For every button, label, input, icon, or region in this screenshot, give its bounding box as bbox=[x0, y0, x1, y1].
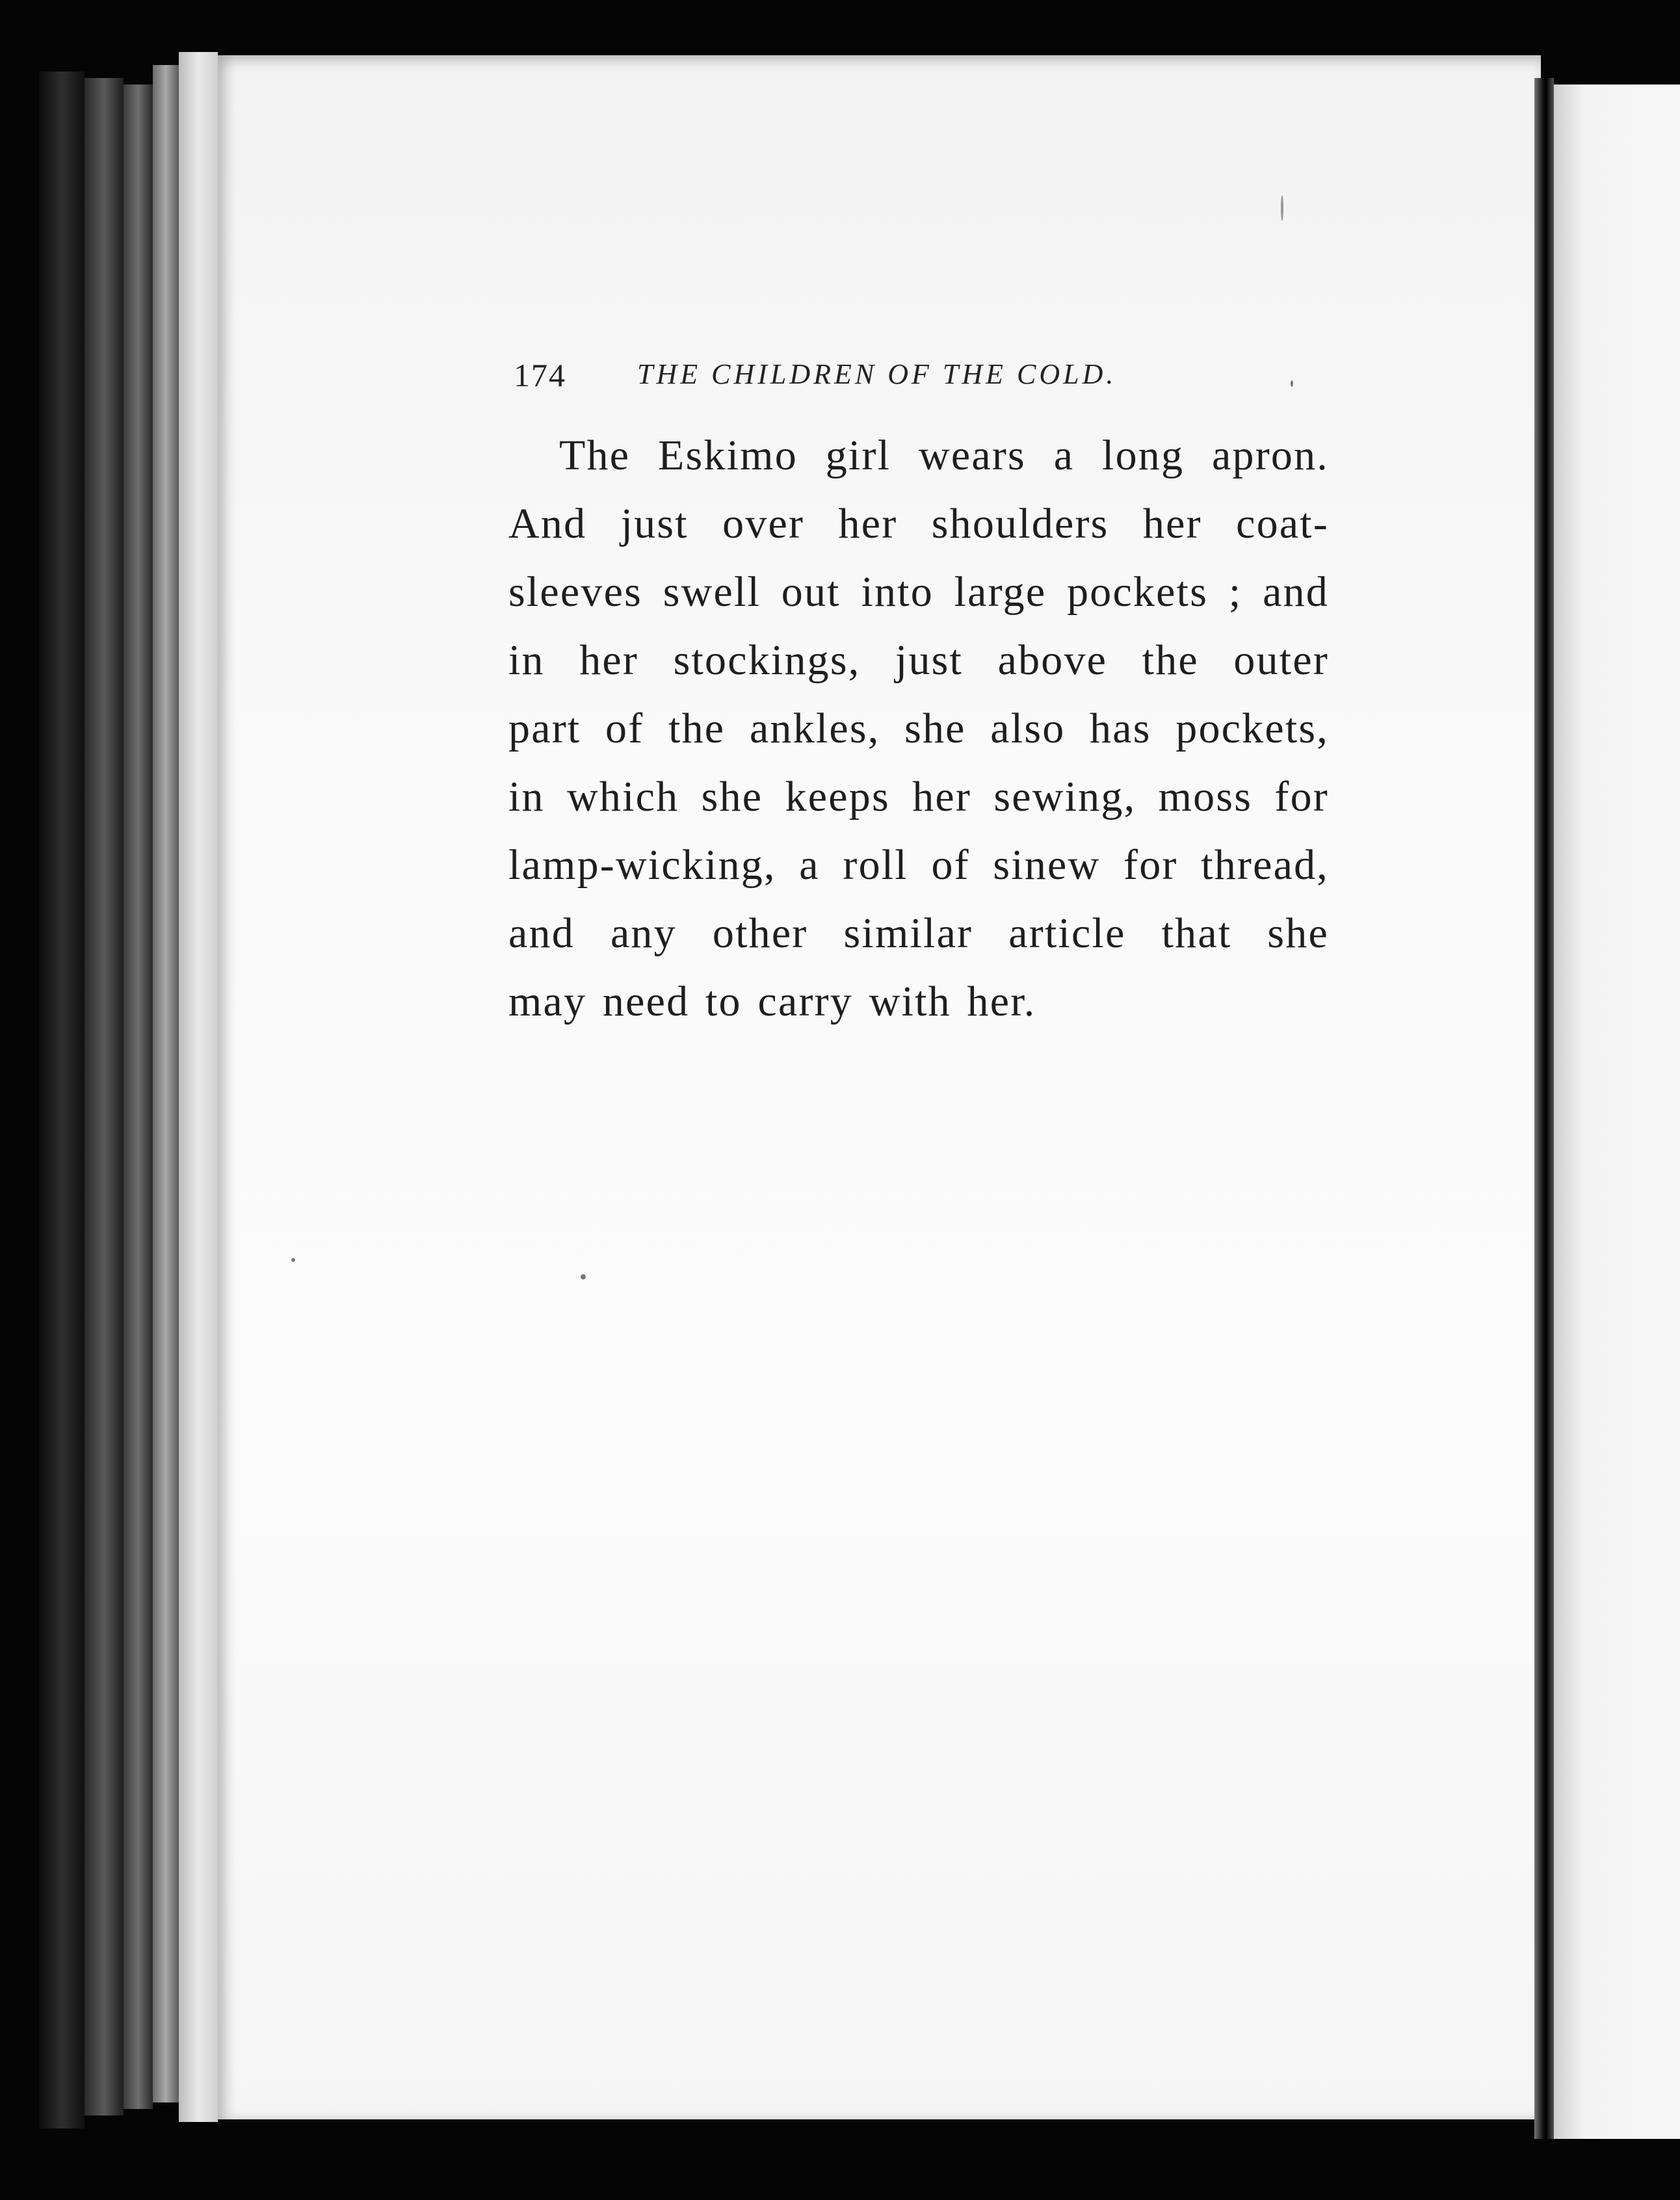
text-line: sleeves swell out into large pockets ; and bbox=[508, 568, 1329, 616]
page-edge bbox=[179, 52, 218, 2122]
text-line: in her stockings, just above the outer bbox=[508, 636, 1329, 684]
page-edge bbox=[153, 65, 179, 2102]
scan-speck bbox=[291, 1258, 295, 1262]
scan-speck bbox=[1281, 195, 1283, 221]
text-line: part of the ankles, she also has pockets, bbox=[508, 705, 1329, 752]
text-line: And just over her shoulders her coat- bbox=[508, 500, 1329, 547]
text-line: lamp-wicking, a roll of sinew for thread, bbox=[508, 841, 1329, 889]
page-edge bbox=[39, 72, 85, 2128]
page-number: 174 bbox=[514, 357, 566, 393]
text-line: The Eskimo girl wears a long apron. bbox=[559, 432, 1329, 479]
scan-speck bbox=[1291, 380, 1293, 387]
running-title: THE CHILDREN OF THE COLD. bbox=[637, 358, 1117, 390]
page-edge bbox=[124, 85, 153, 2109]
page-edge bbox=[85, 78, 124, 2115]
scan-speck bbox=[581, 1274, 586, 1279]
body-paragraph bbox=[508, 421, 1329, 1036]
facing-page bbox=[1554, 85, 1680, 2139]
running-head bbox=[514, 356, 1326, 402]
text-line: in which she keeps her sewing, moss for bbox=[508, 773, 1329, 820]
text-line: and any other similar article that she bbox=[508, 910, 1329, 957]
binding-gutter bbox=[1534, 78, 1554, 2139]
text-line: may need to carry with her. bbox=[508, 978, 1036, 1025]
